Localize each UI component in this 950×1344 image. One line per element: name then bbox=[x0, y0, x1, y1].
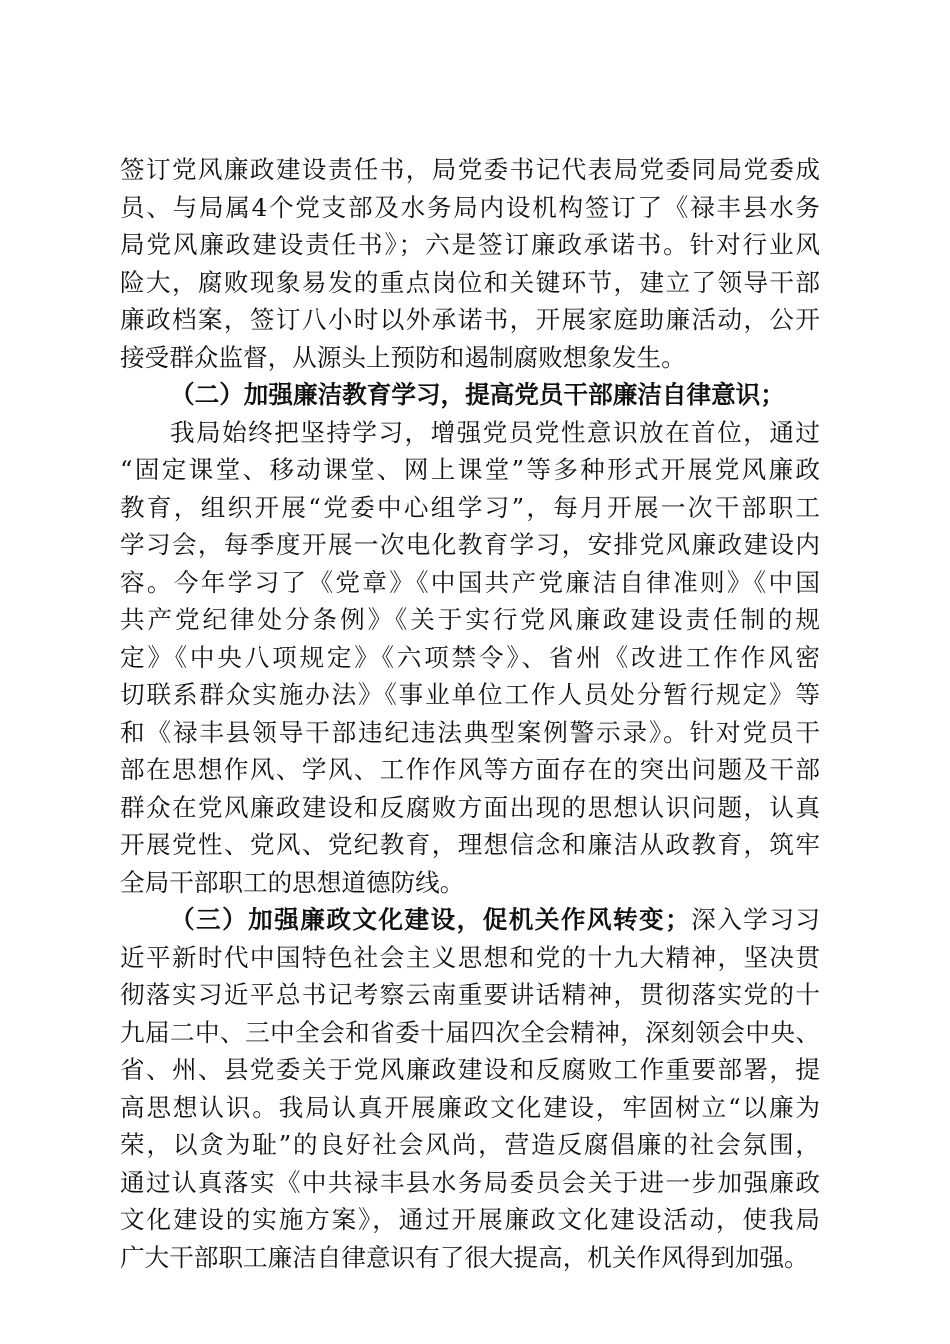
paragraph-2-line-12: 开展党性、党风、党纪教育，理想信念和廉洁从政教育，筑牢 bbox=[120, 830, 820, 859]
paragraph-1-line-4: 险大，腐败现象易发的重点岗位和关键环节，建立了领导干部 bbox=[120, 267, 820, 297]
paragraph-2-line-6: 共产党纪律处分条例》《关于实行党风廉政建设责任制的规 bbox=[120, 605, 820, 634]
paragraph-3-line-4: 省、州、县党委关于党风廉政建设和反腐败工作重要部署，提 bbox=[120, 1055, 820, 1084]
paragraph-1-line-5: 廉政档案，签订八小时以外承诺书，开展家庭助廉活动，公开 bbox=[120, 305, 820, 334]
paragraph-3-line-3: 九届二中、三中全会和省委十届四次全会精神，深刻领会中央、 bbox=[120, 1017, 820, 1047]
paragraph-1-line-6: 接受群众监督，从源头上预防和遏制腐败想象发生。 bbox=[120, 342, 686, 372]
paragraph-3-line-7: 通过认真落实《中共禄丰县水务局委员会关于进一步加强廉政 bbox=[120, 1167, 820, 1197]
section-heading-2: （二）加强廉洁教育学习，提高党员干部廉洁自律意识； bbox=[170, 380, 785, 409]
section-heading-3-line bbox=[170, 900, 820, 940]
paragraph-2-line-8: 切联系群众实施办法》《事业单位工作人员处分暂行规定》等 bbox=[120, 680, 820, 709]
paragraph-2-line-11: 群众在党风廉政建设和反腐败方面出现的思想认识问题，认真 bbox=[120, 792, 820, 822]
paragraph-3-line-6: 荣，以贪为耻”的良好社会风尚，营造反腐倡廉的社会氛围， bbox=[120, 1130, 820, 1159]
paragraph-2-line-13: 全局干部职工的思想道德防线。 bbox=[120, 867, 465, 897]
paragraph-3-line-9: 广大干部职工廉洁自律意识有了很大提高，机关作风得到加强。 bbox=[120, 1242, 809, 1272]
paragraph-3-line-8: 文化建设的实施方案》，通过开展廉政文化建设活动，使我局 bbox=[120, 1205, 820, 1234]
paragraph-3-line-2: 彻落实习近平总书记考察云南重要讲话精神，贯彻落实党的十 bbox=[120, 980, 820, 1009]
paragraph-1-line-1: 签订党风廉政建设责任书，局党委书记代表局党委同局党委成 bbox=[120, 155, 820, 184]
paragraph-1-line-2: 员、与局属4个党支部及水务局内设机构签订了《禄丰县水务 bbox=[120, 192, 820, 222]
paragraph-2-line-3: 教育，组织开展“党委中心组学习”，每月开展一次干部职工 bbox=[120, 492, 820, 522]
section-heading-3: （三）加强廉政文化建设，促机关作风转变； bbox=[170, 905, 690, 934]
paragraph-2-line-7: 定》《中央八项规定》《六项禁令》、省州《改进工作作风密 bbox=[120, 642, 820, 672]
paragraph-2-line-5: 容。今年学习了《党章》《中国共产党廉洁自律准则》《中国 bbox=[120, 567, 820, 597]
paragraph-3-line-1: 近平新时代中国特色社会主义思想和党的十九大精神，坚决贯 bbox=[120, 942, 820, 972]
heading-3-tail: 深入学习习 bbox=[689, 905, 820, 934]
paragraph-1-line-3: 局党风廉政建设责任书》；六是签订廉政承诺书。针对行业风 bbox=[120, 230, 820, 259]
paragraph-2-line-2: “固定课堂、移动课堂、网上课堂”等多种形式开展党风廉政 bbox=[120, 455, 820, 484]
paragraph-3-line-5: 高思想认识。我局认真开展廉政文化建设，牢固树立“以廉为 bbox=[120, 1092, 820, 1122]
paragraph-2-line-9: 和《禄丰县领导干部违纪违法典型案例警示录》。针对党员干 bbox=[120, 717, 820, 747]
paragraph-2-line-4: 学习会，每季度开展一次电化教育学习，安排党风廉政建设内 bbox=[120, 530, 820, 559]
paragraph-2-line-10: 部在思想作风、学风、工作作风等方面存在的突出问题及干部 bbox=[120, 755, 820, 784]
paragraph-2-line-1: 我局始终把坚持学习，增强党员党性意识放在首位，通过 bbox=[170, 417, 820, 447]
